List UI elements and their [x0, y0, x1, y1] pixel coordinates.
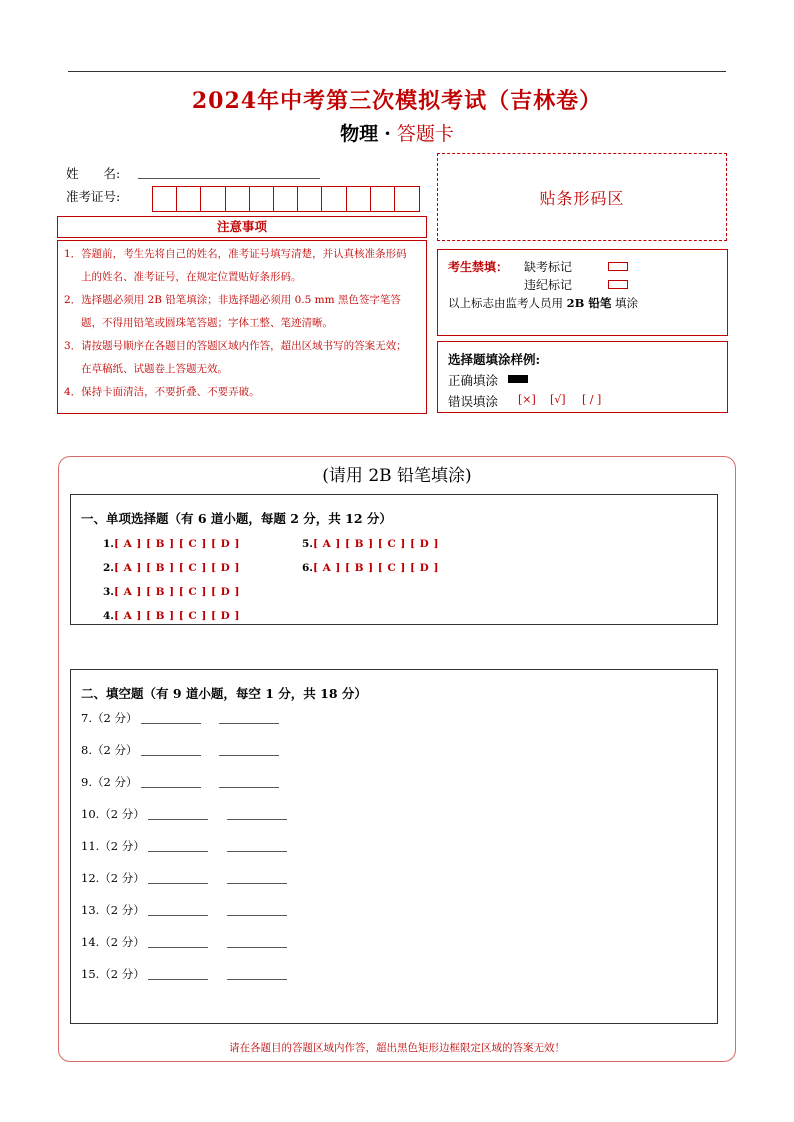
section-fill-blank — [70, 669, 718, 1024]
notice-title: 注意事项 — [57, 216, 427, 238]
notice-item: 3．请按题号顺序在各题目的答题区域内作答，超出区域书写的答案无效；在草稿纸、试题卷上答题无效。 — [64, 340, 407, 375]
exam-number-cell[interactable] — [153, 187, 177, 211]
exam-number-label: 准考证号: — [66, 189, 121, 204]
answer-blank[interactable] — [219, 755, 279, 756]
fill-sample-box — [437, 341, 728, 413]
header-rule — [68, 71, 726, 72]
choice-options[interactable]: [ A ] [ B ] [ C ] [ D ] — [312, 538, 439, 550]
choice-options[interactable]: [ A ] [ B ] [ C ] [ D ] — [113, 562, 240, 574]
answer-blank[interactable] — [148, 819, 208, 820]
barcode-label: 贴条形码区 — [539, 188, 625, 208]
absent-mark-box[interactable] — [608, 262, 628, 271]
answer-area-title: (请用 2B 铅笔填涂) — [322, 466, 472, 486]
wrong-mark-cross: [×] — [518, 393, 536, 406]
section2-title: 二、填空题（有 9 道小题，每空 1 分，共 18 分） — [81, 686, 367, 701]
exam-number-cell[interactable] — [371, 187, 395, 211]
exam-number-boxes[interactable] — [152, 186, 420, 212]
name-field[interactable] — [138, 178, 320, 179]
answer-blank[interactable] — [219, 787, 279, 788]
fill-question: 11.（2 分） — [81, 838, 287, 854]
barcode-area — [437, 153, 727, 241]
answer-blank[interactable] — [148, 915, 208, 916]
choice-options[interactable]: [ A ] [ B ] [ C ] [ D ] — [113, 610, 240, 622]
answer-blank[interactable] — [219, 723, 279, 724]
fill-question: 9.（2 分） — [81, 774, 279, 790]
violation-mark-label: 违纪标记 — [524, 278, 573, 292]
choice-options[interactable]: [ A ] [ B ] [ C ] [ D ] — [113, 538, 240, 550]
exam-number-cell[interactable] — [322, 187, 346, 211]
fill-question: 15.（2 分） — [81, 966, 287, 982]
name-label: 姓 名: — [66, 166, 121, 181]
answer-blank[interactable] — [148, 947, 208, 948]
answer-blank[interactable] — [141, 755, 201, 756]
exam-number-cell[interactable] — [177, 187, 201, 211]
forbidden-note: 以上标志由监考人员用 2B 铅笔 填涂 — [448, 296, 639, 310]
choice-question[interactable]: 6.[ A ] [ B ] [ C ] [ D ] — [302, 562, 439, 574]
exam-number-cell[interactable] — [201, 187, 225, 211]
answer-blank[interactable] — [148, 883, 208, 884]
answer-blank[interactable] — [227, 947, 287, 948]
answer-blank[interactable] — [141, 723, 201, 724]
exam-number-cell[interactable] — [226, 187, 250, 211]
answer-blank[interactable] — [227, 883, 287, 884]
answer-blank[interactable] — [227, 851, 287, 852]
choice-question[interactable]: 4.[ A ] [ B ] [ C ] [ D ] — [103, 610, 240, 622]
fill-question: 8.（2 分） — [81, 742, 279, 758]
choice-question[interactable]: 5.[ A ] [ B ] [ C ] [ D ] — [302, 538, 439, 550]
subject-label: 物理 — [340, 123, 379, 145]
fill-question: 7.（2 分） — [81, 710, 279, 726]
exam-number-cell[interactable] — [274, 187, 298, 211]
examiner-only-box — [437, 249, 728, 336]
exam-number-cell[interactable] — [347, 187, 371, 211]
notice-box — [57, 240, 427, 414]
fill-question: 14.（2 分） — [81, 934, 287, 950]
section-single-choice — [70, 494, 718, 625]
absent-mark-label: 缺考标记 — [524, 260, 573, 274]
correct-fill-label: 正确填涂 — [448, 373, 499, 388]
fill-question: 12.（2 分） — [81, 870, 287, 886]
notice-item: 1．答题前，考生先将自己的姓名，准考证号填写清楚，并认真核准条形码上的姓名、准考证号，在规定位置贴好条形码。 — [64, 248, 407, 283]
correct-fill-mark — [508, 375, 528, 383]
answer-blank[interactable] — [227, 819, 287, 820]
forbidden-label: 考生禁填： — [448, 260, 509, 274]
choice-question[interactable]: 3.[ A ] [ B ] [ C ] [ D ] — [103, 586, 240, 598]
exam-number-cell[interactable] — [298, 187, 322, 211]
section1-title: 一、单项选择题（有 6 道小题，每题 2 分，共 12 分） — [81, 511, 392, 526]
answer-blank[interactable] — [141, 787, 201, 788]
violation-mark-box[interactable] — [608, 280, 628, 289]
choice-question[interactable]: 2.[ A ] [ B ] [ C ] [ D ] — [103, 562, 240, 574]
wrong-fill-label: 错误填涂 — [448, 394, 499, 409]
notice-item: 2．选择题必须用 2B 铅笔填涂；非选择题必须用 0.5 mm 黑色签字笔答题，不得用铅笔或圆珠笔答题；字体工整、笔迹清晰。 — [64, 294, 401, 329]
exam-subtitle — [0, 119, 794, 146]
answer-blank[interactable] — [227, 979, 287, 980]
choice-options[interactable]: [ A ] [ B ] [ C ] [ D ] — [312, 562, 439, 574]
answer-blank[interactable] — [148, 851, 208, 852]
answer-blank[interactable] — [148, 979, 208, 980]
subtitle-separator: · — [384, 123, 391, 145]
answer-blank[interactable] — [227, 915, 287, 916]
answer-sheet-label: 答题卡 — [396, 123, 454, 145]
sample-label: 选择题填涂样例: — [448, 352, 541, 367]
notice-item: 4．保持卡面清洁，不要折叠、不要弄破。 — [64, 386, 260, 398]
exam-number-cell[interactable] — [395, 187, 419, 211]
choice-question[interactable]: 1.[ A ] [ B ] [ C ] [ D ] — [103, 538, 240, 550]
footer-warning: 请在各题目的答题区域内作答，超出黑色矩形边框限定区域的答案无效！ — [229, 1042, 565, 1054]
fill-question: 10.（2 分） — [81, 806, 287, 822]
wrong-mark-check: [√] — [550, 393, 566, 406]
wrong-mark-slash: [ / ] — [582, 393, 602, 406]
exam-number-cell[interactable] — [250, 187, 274, 211]
exam-title: 2024年中考第三次模拟考试（吉林卷） — [191, 88, 603, 114]
choice-options[interactable]: [ A ] [ B ] [ C ] [ D ] — [113, 586, 240, 598]
fill-question: 13.（2 分） — [81, 902, 287, 918]
